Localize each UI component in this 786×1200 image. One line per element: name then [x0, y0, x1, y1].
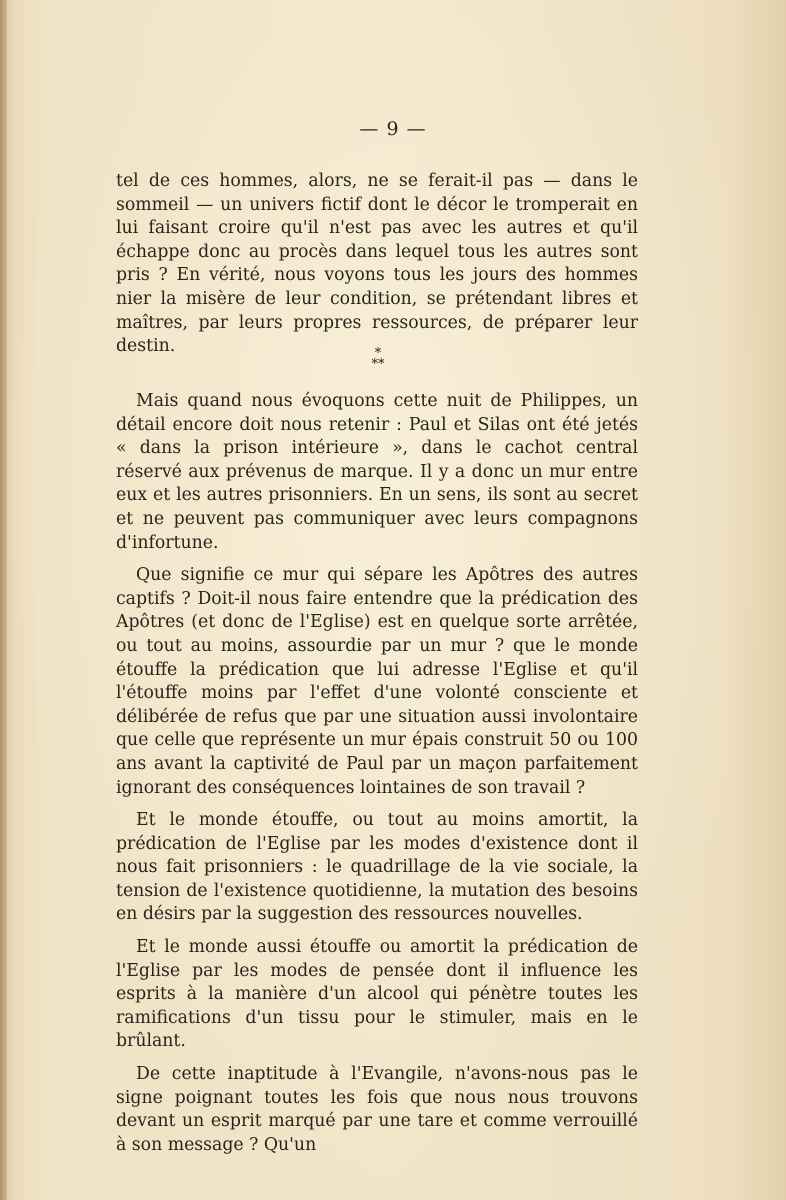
paragraph: Et le monde étouffe, ou tout au moins amortit, la prédication de l'Eglise par les modes d'existence dont il nous fait prisonniers : le quadrillage de la vie sociale, la tension de l'existence quotidienne, la mutation des besoins en désirs par la suggestion des ressources nouvelles. — [116, 810, 638, 925]
text-block-before-break — [116, 170, 638, 359]
paragraph: Et le monde aussi étouffe ou amortit la prédication de l'Eglise par les modes de pensée dont il influence les esprits à la manière d'un alcool qui pénètre toutes les ramifications d'un tissu pour le stimuler, mais en le brûlant. — [116, 937, 638, 1052]
paragraph: Que signifie ce mur qui sépare les Apôtres des autres captifs ? Doit-il nous faire entendre que la prédication des Apôtres (et donc de l'Eglise) est en quelque sorte arrêtée, ou tout au moins, assourdie par un mur ? que le monde étouffe la prédication que lui adresse l'Eglise et qu'il l'étouffe moins par l'effet d'une volonté consciente et délibérée de refus que par une situation aussi involontaire que celle que représente un mur épais construit 50 ou 100 ans avant la captivité de Paul par un maçon parfaitement ignorant des conséquences lointaines de son travail ? — [116, 565, 638, 798]
section-break-asterism — [363, 348, 393, 378]
asterism-bottom: ** — [371, 357, 385, 372]
page-number: — 9 — — [359, 118, 427, 140]
page-binding-edge — [0, 0, 7, 1200]
paragraph-continues: De cette inaptitude à l'Evangile, n'avons-nous pas le signe poignant toutes les fois que nous nous trouvons devant un esprit marqué par une tare et comme verrouillé à son message ? Qu'un — [116, 1064, 638, 1155]
text-block-after-break — [116, 390, 638, 1157]
asterism-top: * — [374, 346, 382, 361]
paragraph: Mais quand nous évoquons cette nuit de Philippes, un détail encore doit nous retenir : Paul et Silas ont été jetés « dans la prison intérieure », dans le cachot central réservé aux prévenus de marque. Il y a donc un mur entre eux et les autres prisonniers. En un sens, ils sont au secret et ne peuvent pas communiquer avec leurs compagnons d'infortune. — [116, 391, 638, 553]
paragraph-continued: tel de ces hommes, alors, ne se ferait-il pas — dans le sommeil — un univers fictif dont le décor le tromperait en lui faisant croire qu'il n'est pas avec les autres et qu'il échappe donc au procès dans lequel tous les autres sont pris ? En vérité, nous voyons tous les jours des hommes nier la misère de leur condition, se prétendant libres et maîtres, par leurs propres ressources, de préparer leur destin. — [116, 171, 638, 357]
